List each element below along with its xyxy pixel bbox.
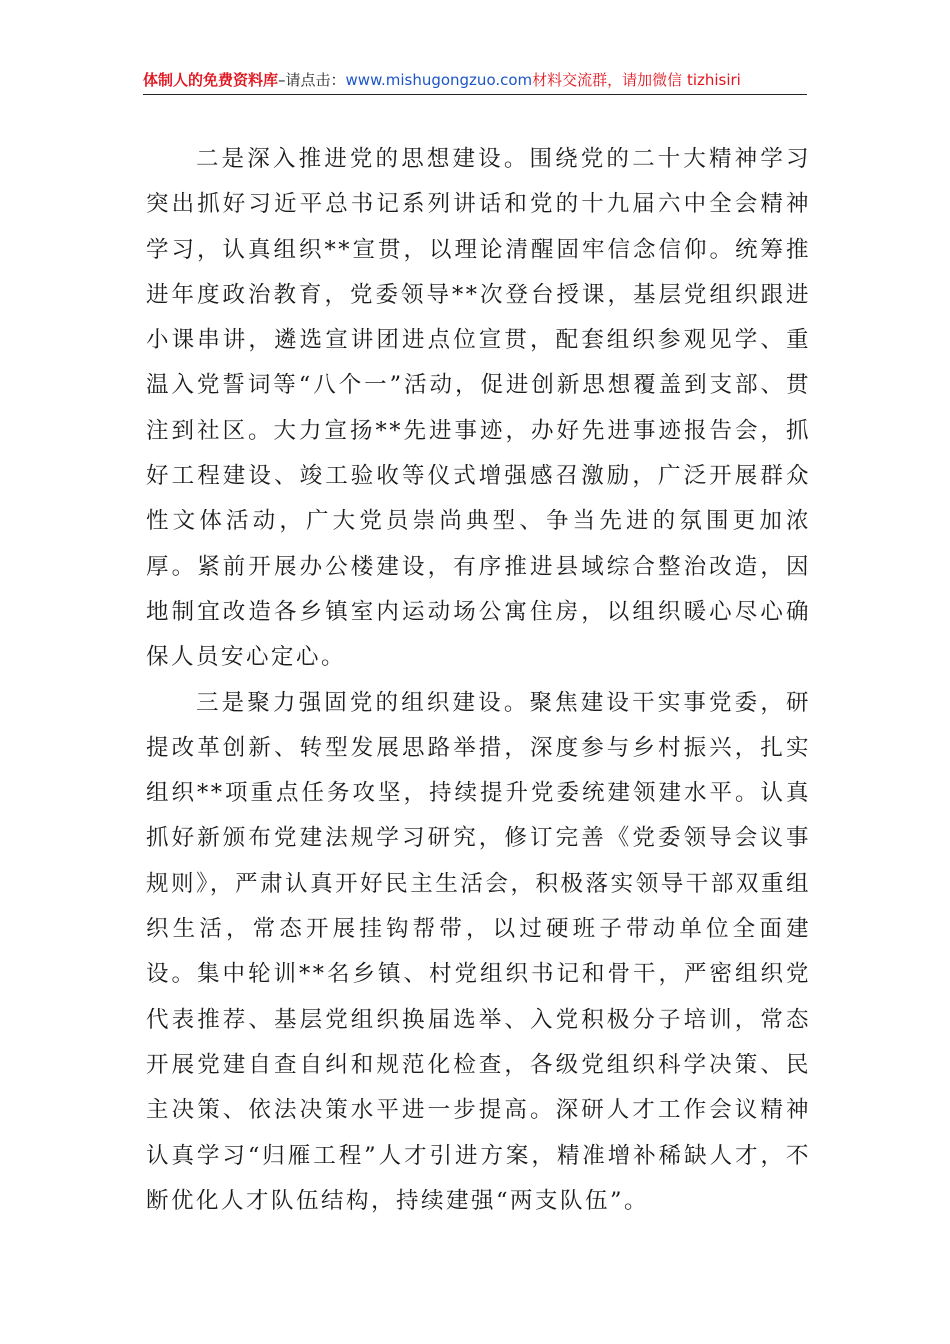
- header-url-link[interactable]: www.mishugongzuo.com: [345, 71, 533, 89]
- paragraph-ideological-building: 二是深入推进党的思想建设。围绕党的二十大精神学习突出抓好习近平总书记系列讲话和党的十九届六中全会精神学习，认真组织**宣贯，以理论清醒固牢信念信仰。统筹推进年度政治教育，党委领导**次登台授课，基层党组织跟进小课串讲，遴选宣讲团进点位宣贯，配套组织参观见学、重温入党誓词等“八个一”活动，促进创新思想覆盖到支部、贯注到社区。大力宣扬**先进事迹，办好先进事迹报告会，抓好工程建设、竣工验收等仪式增强感召激励，广泛开展群众性文体活动，广大党员崇尚典型、争当先进的氛围更加浓厚。紧前开展办公楼建设，有序推进县域综合整治改造，因地制宜改造各乡镇室内运动场公寓住房，以组织暖心尽心确保人员安心定心。: [146, 146, 811, 671]
- header-brand: 体制人的免费资料库: [143, 71, 279, 89]
- paragraph-organizational-building: 三是聚力强固党的组织建设。聚焦建设干实事党委，研提改革创新、转型发展思路举措，深度参与乡村振兴，扎实组织**项重点任务攻坚，持续提升党委统建领建水平。认真抓好新颁布党建法规学习研究，修订完善《党委领导会议事规则》，严肃认真开好民主生活会，积极落实领导干部双重组织生活，常态开展挂钩帮带，以过硬班子带动单位全面建设。集中轮训**名乡镇、村党组织书记和骨干，严密组织党代表推荐、基层党组织换届选举、入党积极分子培训，常态开展党建自查自纠和规范化检查，各级党组织科学决策、民主决策、依法决策水平进一步提高。深研人才工作会议精神认真学习“归雁工程”人才引进方案，精准增补稀缺人才，不断优化人才队伍结构，持续建强“两支队伍”。: [146, 689, 811, 1214]
- document-body: [146, 137, 811, 1224]
- header-click-prompt: –请点击：: [278, 71, 346, 89]
- page-header: [143, 70, 807, 95]
- header-contact-text: 材料交流群，请加微信 tizhisiri: [532, 71, 741, 89]
